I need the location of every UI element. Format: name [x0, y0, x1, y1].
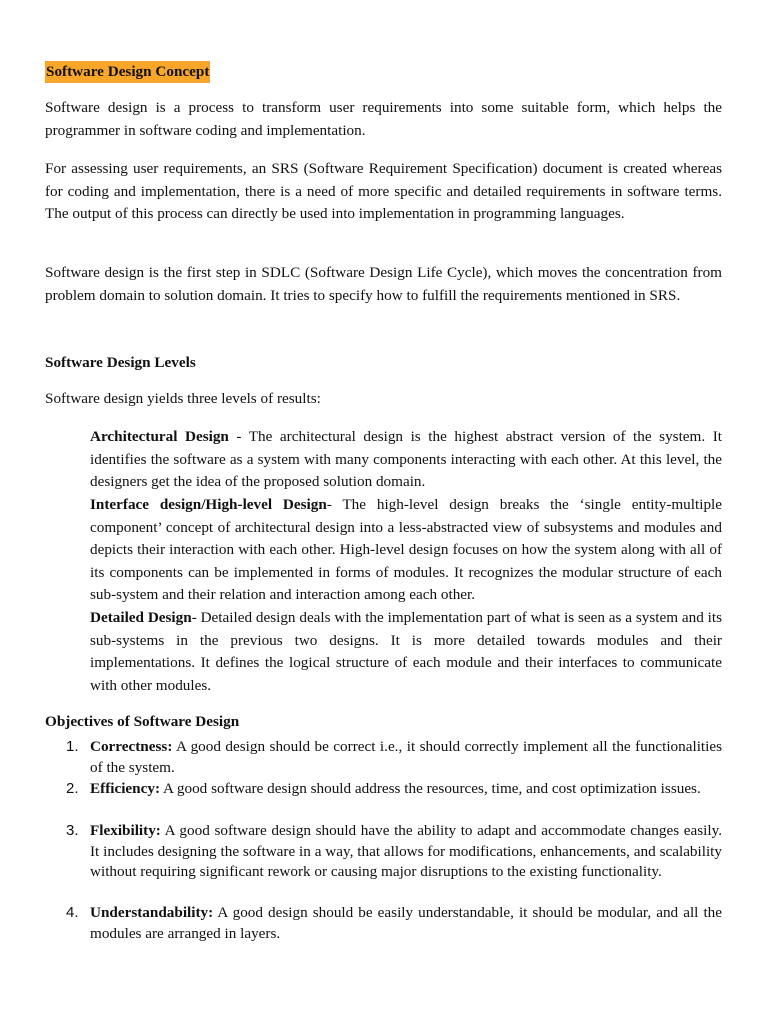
level-term: Interface design/High-level Design: [90, 496, 327, 513]
objective-term: Understandability:: [90, 904, 214, 921]
intro-paragraph: Software design is a process to transform user requirements into some suitable form, which helps the programmer in software coding and implementation.: [45, 99, 722, 139]
level-item-interface: [90, 494, 722, 607]
list-number: 1.: [66, 738, 79, 755]
levels-intro: Software design yields three levels of results:: [45, 390, 321, 407]
objective-term: Flexibility:: [90, 822, 161, 839]
section-heading-levels: Software Design Levels: [45, 354, 196, 371]
objective-term: Efficiency:: [90, 780, 161, 797]
objective-item: [66, 737, 722, 778]
objective-text: A good software design should have the ability to adapt and accommodate changes easily. It includes designing the software in a way, that allows for modifications, enhancements, and scalability without requiring significant rework or causing major disruptions to the existing functionality.: [90, 822, 722, 880]
objective-item: [66, 821, 722, 883]
level-term: Architectural Design: [90, 428, 229, 445]
level-item-architectural: [90, 426, 722, 494]
section-heading-objectives: Objectives of Software Design: [45, 713, 240, 730]
intro-paragraph: For assessing user requirements, an SRS (Software Requirement Specification) document is created whereas for coding and implementation, there is a need of more specific and detailed requirements in software terms. The output of this process can directly be used into implementation in programming languages.: [45, 160, 722, 223]
level-text: - The high-level design breaks the ‘single entity-multiple component’ concept of architectural design into a less-abstracted view of subsystems and modules and depicts their interaction with each other. High-level design focuses on how the system along with all of its components can be implemented in forms of modules. It recognizes the modular structure of each sub-system and their relation and interaction among each other.: [90, 496, 722, 604]
objective-term: Correctness:: [90, 738, 173, 755]
list-number: 4.: [66, 904, 79, 921]
objective-item: [66, 903, 722, 944]
objective-text: A good software design should address the resources, time, and cost optimization issues.: [160, 780, 701, 797]
level-text: - Detailed design deals with the implementation part of what is seen as a system and its sub-systems in the previous two designs. It is more detailed towards modules and their implementations. It defines the logical structure of each module and their interfaces to communicate with other modules.: [90, 609, 722, 694]
objective-text: A good design should be correct i.e., it should correctly implement all the functionalities of the system.: [90, 738, 722, 776]
level-term: Detailed Design: [90, 609, 192, 626]
objective-text: A good design should be easily understandable, it should be modular, and all the modules are arranged in layers.: [90, 904, 722, 942]
list-number: 2.: [66, 780, 79, 797]
level-item-detailed: [90, 607, 722, 697]
intro-paragraph: Software design is the first step in SDLC (Software Design Life Cycle), which moves the concentration from problem domain to solution domain. It tries to specify how to fulfill the requirements mentioned in SRS.: [45, 264, 722, 304]
objective-item: [66, 779, 722, 800]
document-title: Software Design Concept: [45, 61, 210, 83]
level-text: - The architectural design is the highest abstract version of the system. It identifies the software as a system with many components interacting with each other. At this level, the designers get the idea of the proposed solution domain.: [90, 428, 722, 491]
list-number: 3.: [66, 822, 79, 839]
